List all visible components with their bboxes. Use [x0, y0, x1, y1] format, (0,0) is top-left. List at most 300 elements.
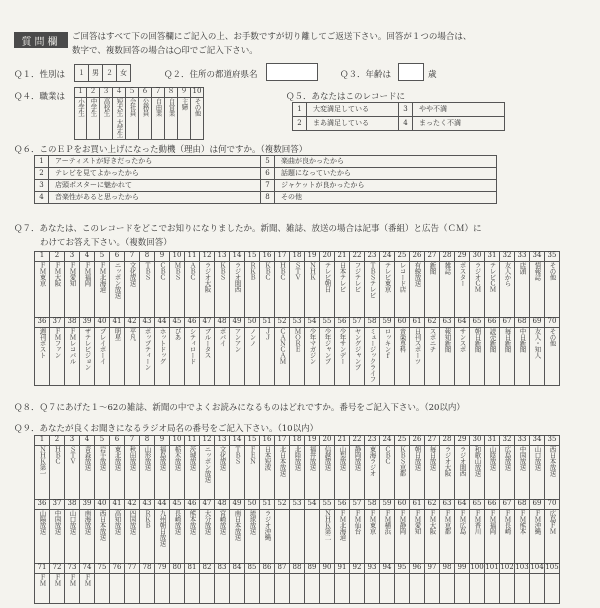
- q9-num-cell: 61: [410, 500, 425, 510]
- q7-num-cell: 64: [455, 318, 470, 328]
- q7-option-cell[interactable]: [380, 328, 395, 386]
- q9-option-cell[interactable]: [65, 446, 80, 500]
- q7-option-label: 文化放送: [128, 262, 137, 286]
- q2-prefecture-input[interactable]: [266, 63, 318, 81]
- q9-option-cell[interactable]: [440, 574, 455, 604]
- q9-option-cell[interactable]: [410, 510, 425, 564]
- q6-opt-trending[interactable]: 話題になっていたから: [275, 168, 497, 180]
- q9-option-cell[interactable]: [290, 446, 305, 500]
- q9-option-cell[interactable]: [515, 574, 530, 604]
- q9-option-cell[interactable]: [200, 446, 215, 500]
- q7-option-label: ＫＢＳ: [218, 262, 227, 280]
- q7-option-cell[interactable]: [95, 328, 110, 386]
- q7-option-cell[interactable]: [395, 328, 410, 386]
- q7-num-cell: 61: [410, 318, 425, 328]
- q4-option-cell[interactable]: [165, 98, 178, 140]
- q9-option-cell[interactable]: [515, 510, 530, 564]
- q9-num-cell: 69: [530, 500, 545, 510]
- q9-option-cell[interactable]: [425, 510, 440, 564]
- q7-num-cell: 67: [500, 318, 515, 328]
- q7-option-cell[interactable]: [50, 262, 65, 318]
- q9-option-cell[interactable]: [110, 510, 125, 564]
- q9-option-cell[interactable]: [425, 574, 440, 604]
- q3-age-input[interactable]: [398, 63, 424, 81]
- q7-option-cell[interactable]: [500, 328, 515, 386]
- q9-option-cell[interactable]: [455, 510, 470, 564]
- q9-num-cell: 9: [155, 436, 170, 446]
- q9-option-cell[interactable]: [545, 446, 560, 500]
- q9-option-label: 東海ラジオ: [368, 446, 377, 476]
- q9-option-cell[interactable]: [50, 574, 65, 604]
- q4-option-cell[interactable]: [75, 98, 87, 140]
- q9-option-cell[interactable]: [80, 574, 95, 604]
- q7-option-cell[interactable]: [140, 328, 155, 386]
- q9-num-cell: 1: [35, 436, 50, 446]
- q6-opt-other[interactable]: その他: [275, 192, 497, 204]
- q9-num-cell: 32: [500, 436, 515, 446]
- q7-option-cell[interactable]: [440, 262, 455, 318]
- q9-option-cell[interactable]: [395, 446, 410, 500]
- q9-option-cell[interactable]: [425, 446, 440, 500]
- q9-option-cell[interactable]: [320, 574, 335, 604]
- q9-option-cell[interactable]: [125, 510, 140, 564]
- q7-option-label: 有線放送: [413, 262, 422, 286]
- q9-option-cell[interactable]: [305, 446, 320, 500]
- q9-num-cell: 23: [365, 436, 380, 446]
- q9-num-cell: 104: [530, 564, 545, 574]
- q9-option-cell[interactable]: [155, 446, 170, 500]
- q7-option-cell[interactable]: [35, 328, 50, 386]
- q7-option-label: ノンノ: [248, 328, 257, 346]
- q9-option-label: 山口放送: [68, 510, 77, 534]
- q9-option-label: ＦＭ沖縄: [533, 510, 542, 534]
- q9-num-cell: 10: [170, 436, 185, 446]
- q9-option-cell[interactable]: [35, 446, 50, 500]
- q6-opt-jacket[interactable]: ジャケットが良かったから: [275, 180, 497, 192]
- q7-option-cell[interactable]: [395, 262, 410, 318]
- q4-num-cell: ５: [126, 88, 139, 98]
- q9-option-label: 福井放送: [308, 446, 317, 470]
- q9-option-cell[interactable]: [335, 574, 350, 604]
- q9-option-cell[interactable]: [500, 446, 515, 500]
- q4-option-cell[interactable]: [152, 98, 165, 140]
- q9-option-cell[interactable]: [185, 510, 200, 564]
- q7-option-cell[interactable]: [530, 262, 545, 318]
- q9-num-cell: 43: [140, 500, 155, 510]
- q9-option-cell[interactable]: [410, 574, 425, 604]
- q5-opt-very-satisfied[interactable]: 大変満足している: [307, 103, 399, 117]
- q9-num-cell: 15: [245, 436, 260, 446]
- q7-option-cell[interactable]: [515, 262, 530, 318]
- q9-option-cell[interactable]: [275, 574, 290, 604]
- q9-option-cell[interactable]: [365, 510, 380, 564]
- q7-option-cell[interactable]: [410, 262, 425, 318]
- q9-option-cell[interactable]: [290, 574, 305, 604]
- q9-option-cell[interactable]: [50, 510, 65, 564]
- q9-num-cell: 19: [305, 436, 320, 446]
- q9-option-cell[interactable]: [500, 510, 515, 564]
- q7-option-cell[interactable]: [185, 328, 200, 386]
- q7-option-label: ＭＯＲＥ: [293, 328, 302, 352]
- q9-option-label: ＦＭ広島: [458, 510, 467, 534]
- q9-num-cell: 64: [455, 500, 470, 510]
- q9-option-cell[interactable]: [125, 574, 140, 604]
- q9-option-cell[interactable]: [125, 446, 140, 500]
- q7-option-cell[interactable]: [500, 262, 515, 318]
- q7-option-cell[interactable]: [170, 262, 185, 318]
- q9-option-label: ラジオ大阪: [443, 446, 452, 476]
- q7-num-cell: 49: [230, 318, 245, 328]
- q1-opt1-male[interactable]: 男: [89, 65, 103, 82]
- q9-option-cell[interactable]: [470, 574, 485, 604]
- q7-option-label: ＮＨＫ: [308, 262, 317, 280]
- q9-option-cell[interactable]: [200, 510, 215, 564]
- q9-option-cell[interactable]: [260, 574, 275, 604]
- q9-num-cell: 56: [335, 500, 350, 510]
- q9-option-cell[interactable]: [455, 446, 470, 500]
- q7-option-label: ポップティーン: [143, 328, 152, 370]
- q9-option-cell[interactable]: [110, 446, 125, 500]
- q7-option-label: フジテレビ: [353, 262, 362, 292]
- q9-num-cell: 57: [350, 500, 365, 510]
- q1-opt2-female[interactable]: 女: [117, 65, 131, 82]
- q9-option-cell[interactable]: [320, 446, 335, 500]
- q9-option-cell[interactable]: [215, 510, 230, 564]
- q7-option-cell[interactable]: [215, 328, 230, 386]
- q9-num-cell: 55: [320, 500, 335, 510]
- q7-option-cell[interactable]: [290, 328, 305, 386]
- q7-num-cell: 36: [35, 318, 50, 328]
- q7-num-cell: 57: [350, 318, 365, 328]
- q9-option-cell[interactable]: [170, 510, 185, 564]
- q9-option-cell[interactable]: [485, 510, 500, 564]
- q9-option-cell[interactable]: [50, 446, 65, 500]
- q7-option-cell[interactable]: [80, 262, 95, 318]
- q5-opt-totally-dissatisfied[interactable]: まったく不満: [413, 117, 505, 131]
- q9-option-cell[interactable]: [95, 510, 110, 564]
- q7-option-label: ブルータス: [203, 328, 212, 358]
- q7-option-cell[interactable]: [260, 262, 275, 318]
- q9-option-cell[interactable]: [155, 510, 170, 564]
- q9-option-cell[interactable]: [350, 574, 365, 604]
- q7-num-cell: 70: [545, 318, 560, 328]
- q9-option-cell[interactable]: [530, 446, 545, 500]
- q7-option-cell[interactable]: [440, 328, 455, 386]
- q7-option-cell[interactable]: [65, 328, 80, 386]
- q9-option-label: 九州朝日放送: [158, 510, 167, 546]
- q7-option-label: その他: [548, 328, 557, 346]
- q9-option-cell[interactable]: [215, 574, 230, 604]
- q7-option-cell[interactable]: [335, 262, 350, 318]
- q7-option-cell[interactable]: [380, 262, 395, 318]
- q9-num-cell: 95: [395, 564, 410, 574]
- q9-option-cell[interactable]: [170, 574, 185, 604]
- q9-option-cell[interactable]: [470, 510, 485, 564]
- q7-option-cell[interactable]: [125, 328, 140, 386]
- q6-opt-like-artist[interactable]: アーティストが好きだったから: [49, 156, 261, 168]
- q7-num-cell: 5: [95, 252, 110, 262]
- q9-option-cell[interactable]: [275, 446, 290, 500]
- q7-num-cell: 44: [155, 318, 170, 328]
- q7-option-cell[interactable]: [455, 262, 470, 318]
- q7-option-cell[interactable]: [200, 262, 215, 318]
- q7-num-cell: 46: [185, 318, 200, 328]
- q9-option-cell[interactable]: [140, 510, 155, 564]
- q7-option-cell[interactable]: [290, 262, 305, 318]
- q7-option-label: ＦＭレコパル: [68, 328, 77, 364]
- q9-option-cell[interactable]: [170, 446, 185, 500]
- q7-option-cell[interactable]: [230, 328, 245, 386]
- q7-option-label: 友人・知人: [533, 328, 542, 358]
- q7-option-cell[interactable]: [215, 262, 230, 318]
- q7-option-cell[interactable]: [320, 328, 335, 386]
- q9-option-cell[interactable]: [335, 446, 350, 500]
- q7-option-cell[interactable]: [155, 262, 170, 318]
- q7-num-cell: 7: [125, 252, 140, 262]
- q9-num-cell: 76: [110, 564, 125, 574]
- q7-option-cell[interactable]: [230, 262, 245, 318]
- q9-num-cell: 102: [500, 564, 515, 574]
- q7-option-cell[interactable]: [95, 262, 110, 318]
- q7-option-cell[interactable]: [155, 328, 170, 386]
- q9-num-cell: 13: [215, 436, 230, 446]
- q9-option-label: 信越放送: [323, 446, 332, 470]
- q9-num-cell: 39: [80, 500, 95, 510]
- q9-option-cell[interactable]: [35, 574, 50, 604]
- q9-option-cell[interactable]: [395, 510, 410, 564]
- q9-option-cell[interactable]: [290, 510, 305, 564]
- q5-opt-somewhat-dissatisfied[interactable]: やや不満: [413, 103, 505, 117]
- q9-option-cell[interactable]: [380, 510, 395, 564]
- q9-option-cell[interactable]: [395, 574, 410, 604]
- q7-num-cell: 68: [515, 318, 530, 328]
- q7-option-cell[interactable]: [515, 328, 530, 386]
- q9-option-cell[interactable]: [275, 510, 290, 564]
- q9-option-cell[interactable]: [365, 574, 380, 604]
- q9-option-cell[interactable]: [515, 446, 530, 500]
- q9-option-cell[interactable]: [410, 446, 425, 500]
- q7-num-cell: 9: [155, 252, 170, 262]
- q7-option-cell[interactable]: [350, 262, 365, 318]
- q9-option-cell[interactable]: [80, 446, 95, 500]
- q7-option-cell[interactable]: [530, 328, 545, 386]
- q9-option-label: 四国放送: [128, 510, 137, 534]
- q9-option-cell[interactable]: [260, 510, 275, 564]
- q9-option-cell[interactable]: [380, 446, 395, 500]
- q9-option-label: 山陰放送: [488, 446, 497, 470]
- q7-option-cell[interactable]: [50, 328, 65, 386]
- q9-num-cell: 31: [485, 436, 500, 446]
- q7-num-cell: 26: [410, 252, 425, 262]
- q9-option-cell[interactable]: [470, 446, 485, 500]
- q9-option-label: ＦＭ愛知: [413, 510, 422, 534]
- q7-option-label: 店頭: [518, 262, 527, 274]
- q9-option-label: 広島放送: [503, 446, 512, 470]
- q9-option-cell[interactable]: [485, 446, 500, 500]
- q7-option-label: ＪＪ: [263, 328, 272, 340]
- q9-num-cell: 105: [545, 564, 560, 574]
- q9-option-cell[interactable]: [200, 574, 215, 604]
- q5-opt-num: 4: [399, 117, 413, 131]
- q7-option-cell[interactable]: [305, 262, 320, 318]
- q7-num-cell: 11: [185, 252, 200, 262]
- q9-num-cell: 75: [95, 564, 110, 574]
- q9-option-label: 長崎放送: [173, 510, 182, 534]
- q9-num-cell: 90: [320, 564, 335, 574]
- q7-option-cell[interactable]: [110, 262, 125, 318]
- q4-option-cell[interactable]: [191, 98, 204, 140]
- q7-option-cell[interactable]: [200, 328, 215, 386]
- q7-option-cell[interactable]: [545, 328, 560, 386]
- q9-option-cell[interactable]: [230, 446, 245, 500]
- q7-num-cell: 50: [245, 318, 260, 328]
- q9-option-cell[interactable]: [140, 574, 155, 604]
- q4-option-cell[interactable]: [100, 98, 113, 140]
- q9-option-cell[interactable]: [95, 446, 110, 500]
- q9-num-cell: 20: [320, 436, 335, 446]
- q7-option-cell[interactable]: [110, 328, 125, 386]
- q9-option-cell[interactable]: [185, 574, 200, 604]
- q7-num-cell: 55: [320, 318, 335, 328]
- q9-num-cell: 49: [230, 500, 245, 510]
- q7-option-cell[interactable]: [470, 262, 485, 318]
- q9-option-cell[interactable]: [500, 574, 515, 604]
- q7-option-cell[interactable]: [365, 328, 380, 386]
- q9-option-cell[interactable]: [230, 574, 245, 604]
- q9-option-cell[interactable]: [65, 510, 80, 564]
- q7-option-cell[interactable]: [485, 262, 500, 318]
- q5-opt-num: 2: [293, 117, 307, 131]
- q6-opt-good-song[interactable]: 楽曲が良かったから: [275, 156, 497, 168]
- q9-option-cell[interactable]: [230, 510, 245, 564]
- q7-num-cell: 41: [110, 318, 125, 328]
- q7-option-cell[interactable]: [410, 328, 425, 386]
- q4-option-cell[interactable]: [139, 98, 152, 140]
- q9-option-label: ＦＭ仙台: [353, 510, 362, 534]
- q7-option-cell[interactable]: [275, 328, 290, 386]
- q7-option-cell[interactable]: [140, 262, 155, 318]
- q9-num-cell: 7: [125, 436, 140, 446]
- q4-option-cell[interactable]: [87, 98, 100, 140]
- q7-option-cell[interactable]: [425, 328, 440, 386]
- q7-option-cell[interactable]: [245, 262, 260, 318]
- q9-option-cell[interactable]: [545, 574, 560, 604]
- q9-option-cell[interactable]: [305, 574, 320, 604]
- q9-option-label: ＲＫＢ: [143, 510, 152, 528]
- q9-option-cell[interactable]: [305, 510, 320, 564]
- q9-option-label: 毎日放送: [428, 446, 437, 470]
- q9-option-cell[interactable]: [545, 510, 560, 564]
- q9-option-cell[interactable]: [110, 574, 125, 604]
- q9-option-cell[interactable]: [440, 446, 455, 500]
- q9-option-cell[interactable]: [215, 446, 230, 500]
- q9-option-cell[interactable]: [95, 574, 110, 604]
- q7-source-grid: [34, 251, 560, 386]
- q9-option-cell[interactable]: [245, 446, 260, 500]
- q9-option-cell[interactable]: [245, 510, 260, 564]
- q9-option-cell[interactable]: [440, 510, 455, 564]
- q6-opt-store-poster[interactable]: 店頭ポスターに魅かれて: [49, 180, 261, 192]
- q9-option-cell[interactable]: [455, 574, 470, 604]
- q9-num-cell: 14: [230, 436, 245, 446]
- q9-option-cell[interactable]: [485, 574, 500, 604]
- q7-option-cell[interactable]: [320, 262, 335, 318]
- q9-num-cell: 38: [65, 500, 80, 510]
- q9-option-label: 西日本放送: [98, 510, 107, 540]
- q7-option-cell[interactable]: [245, 328, 260, 386]
- q7-option-cell[interactable]: [335, 328, 350, 386]
- q7-option-cell[interactable]: [125, 262, 140, 318]
- q5-opt-fairly-satisfied[interactable]: まあ満足している: [307, 117, 399, 131]
- q7-option-cell[interactable]: [545, 262, 560, 318]
- q7-option-cell[interactable]: [455, 328, 470, 386]
- q3-label: Ｑ３．年齢は: [340, 70, 392, 80]
- q9-option-cell[interactable]: [530, 510, 545, 564]
- q7-option-cell[interactable]: [485, 328, 500, 386]
- q4-option-cell[interactable]: [126, 98, 139, 140]
- q7-option-cell[interactable]: [365, 262, 380, 318]
- q4-option-cell[interactable]: [178, 98, 191, 140]
- q9-num-cell: 58: [365, 500, 380, 510]
- q7-option-label: 少年マガジン: [308, 328, 317, 364]
- q7-option-cell[interactable]: [275, 262, 290, 318]
- q9-num-cell: 84: [230, 564, 245, 574]
- q4-num-cell: ３: [100, 88, 113, 98]
- q7-label-line-2: わけてお答え下さい。（複数回答）: [40, 238, 172, 248]
- q7-option-cell[interactable]: [170, 328, 185, 386]
- q9-num-cell: 91: [335, 564, 350, 574]
- q4-option-cell[interactable]: [113, 98, 126, 140]
- q9-option-cell[interactable]: [35, 510, 50, 564]
- q7-option-cell[interactable]: [185, 262, 200, 318]
- q9-option-cell[interactable]: [140, 446, 155, 500]
- q6-opt-saw-tv[interactable]: テレビを見てよかったから: [49, 168, 261, 180]
- q7-option-cell[interactable]: [260, 328, 275, 386]
- q7-option-cell[interactable]: [350, 328, 365, 386]
- q7-option-cell[interactable]: [35, 262, 50, 318]
- q9-option-cell[interactable]: [350, 510, 365, 564]
- q9-option-cell[interactable]: [350, 446, 365, 500]
- q7-num-cell: 53: [290, 318, 305, 328]
- q9-num-cell: 80: [170, 564, 185, 574]
- q9-num-cell: 26: [410, 436, 425, 446]
- q7-option-cell[interactable]: [65, 262, 80, 318]
- q9-option-cell[interactable]: [65, 574, 80, 604]
- q7-num-cell: 6: [110, 252, 125, 262]
- q9-option-cell[interactable]: [260, 446, 275, 500]
- q7-option-cell[interactable]: [80, 328, 95, 386]
- q9-option-cell[interactable]: [365, 446, 380, 500]
- q1-gender-options: [74, 64, 131, 82]
- q9-option-cell[interactable]: [530, 574, 545, 604]
- q9-option-cell[interactable]: [380, 574, 395, 604]
- q9-option-label: 南海放送: [83, 510, 92, 534]
- q9-option-cell[interactable]: [80, 510, 95, 564]
- q9-option-cell[interactable]: [185, 446, 200, 500]
- q9-option-cell[interactable]: [245, 574, 260, 604]
- q7-option-label: 雑誌: [443, 262, 452, 274]
- q9-num-cell: 48: [215, 500, 230, 510]
- q6-opt-musicality[interactable]: 音楽性があると思ったから: [49, 192, 261, 204]
- q7-option-cell[interactable]: [425, 262, 440, 318]
- q7-option-cell[interactable]: [305, 328, 320, 386]
- q7-option-cell[interactable]: [470, 328, 485, 386]
- q7-num-cell: 66: [485, 318, 500, 328]
- q9-option-cell[interactable]: [335, 510, 350, 564]
- q7-option-label: ラジオ関西: [233, 262, 242, 292]
- q9-option-cell[interactable]: [320, 510, 335, 564]
- q9-option-cell[interactable]: [155, 574, 170, 604]
